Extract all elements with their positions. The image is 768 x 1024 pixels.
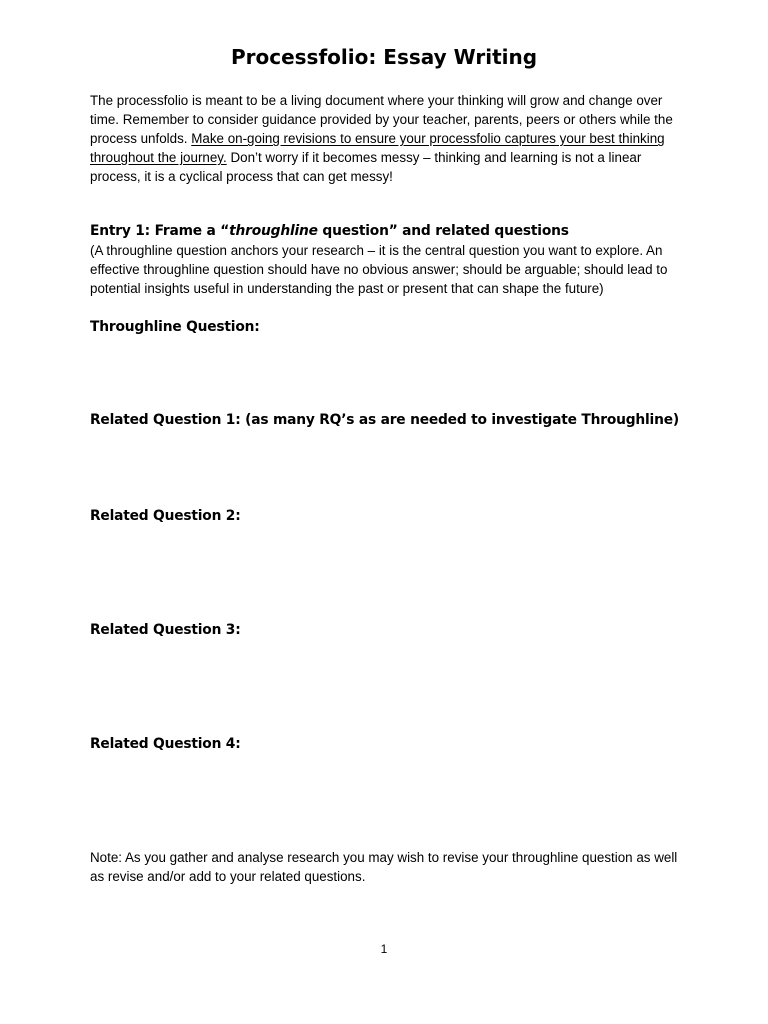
related-question-3-label: Related Question 3:	[90, 622, 241, 638]
related-question-2-label: Related Question 2:	[90, 508, 241, 524]
entry-heading-italic: throughline	[229, 223, 318, 239]
intro-text-end: Don’t worry if it becomes messy – thinking and learning is not a linear process, it is a cyclical process that can get messy!	[90, 150, 642, 184]
entry-description: (A throughline question anchors your research – it is the central question you want to explore. An effective throughline question should have no obvious answer; should be arguable; should lead to potential insights useful in understanding the past or present that can shape the future)	[90, 243, 668, 296]
entry-heading-end: question” and related questions	[317, 223, 569, 239]
page-number: 1	[380, 942, 388, 956]
intro-underlined-text: Make on-going revisions to ensure your processfolio captures your best thinking throughout the journey.	[90, 131, 665, 165]
related-question-4-label: Related Question 4:	[90, 736, 241, 752]
entry-heading	[90, 222, 690, 241]
entry-heading-start: Entry 1: Frame a “	[90, 223, 230, 239]
intro-text-start: The processfolio is meant to be a living document where your thinking will grow and change over time. Remember to consider guidance provided by your teacher, parents, peers or others while the process unfolds.	[90, 93, 673, 146]
note-paragraph: Note: As you gather and analyse research you may wish to revise your throughline question as well as revise and/or add to your related questions.	[90, 850, 678, 884]
throughline-question-label: Throughline Question:	[90, 319, 260, 335]
document-title: Processfolio: Essay Writing	[230, 45, 538, 69]
related-question-1-label: Related Question 1: (as many RQ’s as are needed to investigate Throughline)	[90, 412, 679, 428]
intro-paragraph	[90, 91, 682, 186]
